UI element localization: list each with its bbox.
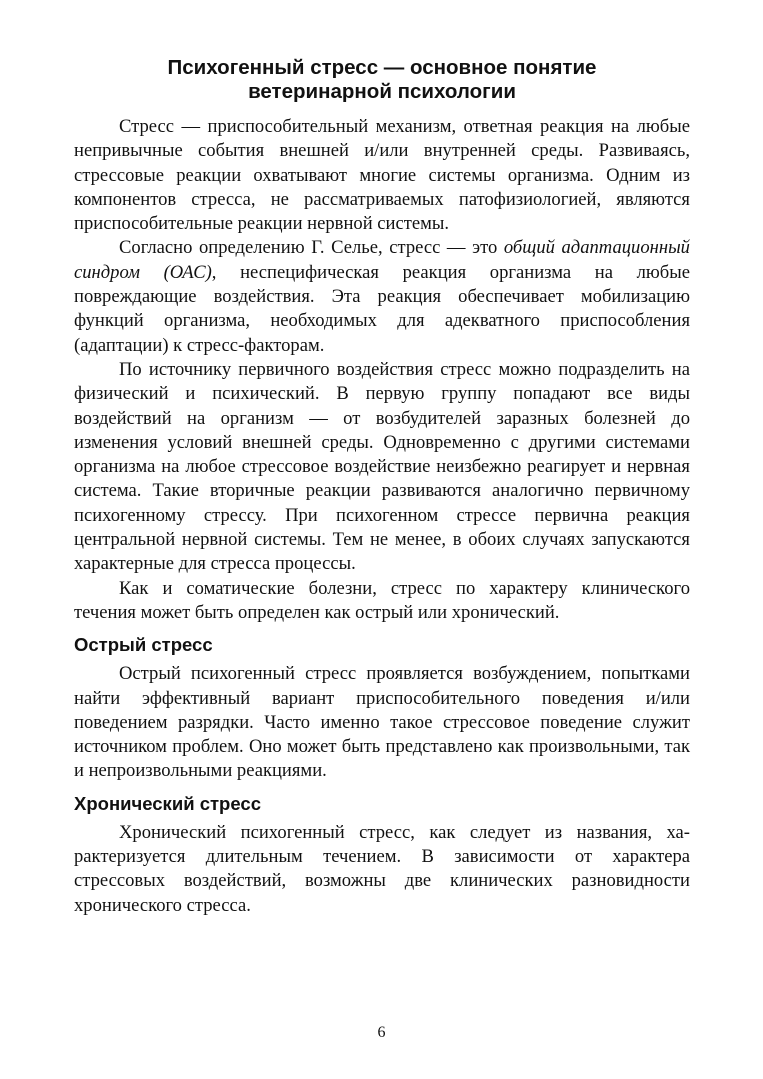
section-heading-acute-stress: Острый стресс: [74, 634, 213, 656]
page-title-line-1: Психогенный стресс — основное понятие: [167, 56, 597, 79]
intro-paragraph-3: По источнику первичного воздействия стресс можно подразделить на физический и психический. В первую группу попадают все виды воздействий на организм — от возбудителей заразных болезней до изменения условий внешней среды. Одновременно с другими системами организма на любое стрессовое воздействие неизбежно реагирует и нервная система. Такие вторичные реакции развиваются аналогично первичному психогенному стрессу. При психогенном стрессе первична реакция центральной нервной системы. Тем не менее, в обоих случаях запускаются характерные для стресса процессы.: [74, 358, 690, 575]
oas-term: общий адаптационный синдром (ОАС): [74, 237, 690, 283]
acute-stress-paragraph: Острый психогенный стресс проявляется возбуждением, попытками найти эффективный вариант приспособительного поведения и/или поведением разрядки. Часто именно такое стрессовое поведение служит источником проблем. Оно может быть представлено как произвольными, так и непроизвольными реакциями.: [74, 663, 690, 782]
page-title-line-2: ветеринарной психологии: [248, 80, 516, 103]
page-title: [74, 56, 690, 104]
document-page: [74, 56, 690, 918]
intro-paragraph-1: Стресс — приспособительный механизм, ответная реакция на любые непривычные события внешней и/или внутренней среды. Развиваясь, стрессовые реакции охватывают многие системы организма. Одним из компонентов стресса, не рассматриваемых патофизиологией, являются приспособительные реакции нервной системы.: [74, 116, 690, 235]
page-number: 6: [377, 1024, 386, 1041]
intro-paragraph-4: Как и соматические болезни, стресс по характеру клинического течения может быть определен как острый или хронический.: [74, 577, 690, 623]
intro-paragraph-2-lead: Согласно определению Г. Селье, стресс — это: [119, 237, 504, 259]
chronic-stress-paragraph: Хронический психогенный стресс, как следует из названия, характеризуется длительным течением. В зависимости от характера стрессовых воздействий, возможны две клинических разновидности хронического стресса.: [74, 821, 690, 916]
intro-paragraph-2-rest: , неспецифическая реакция организма на любые повреждающие воздействия. Эта реакция обеспечивает мобилизацию функций организма, необходимых для адекватного приспособления (адаптации) к стресс-факторам.: [74, 261, 690, 356]
intro-paragraph-2: [74, 236, 690, 357]
section-heading-chronic-stress: Хронический стресс: [74, 792, 261, 814]
